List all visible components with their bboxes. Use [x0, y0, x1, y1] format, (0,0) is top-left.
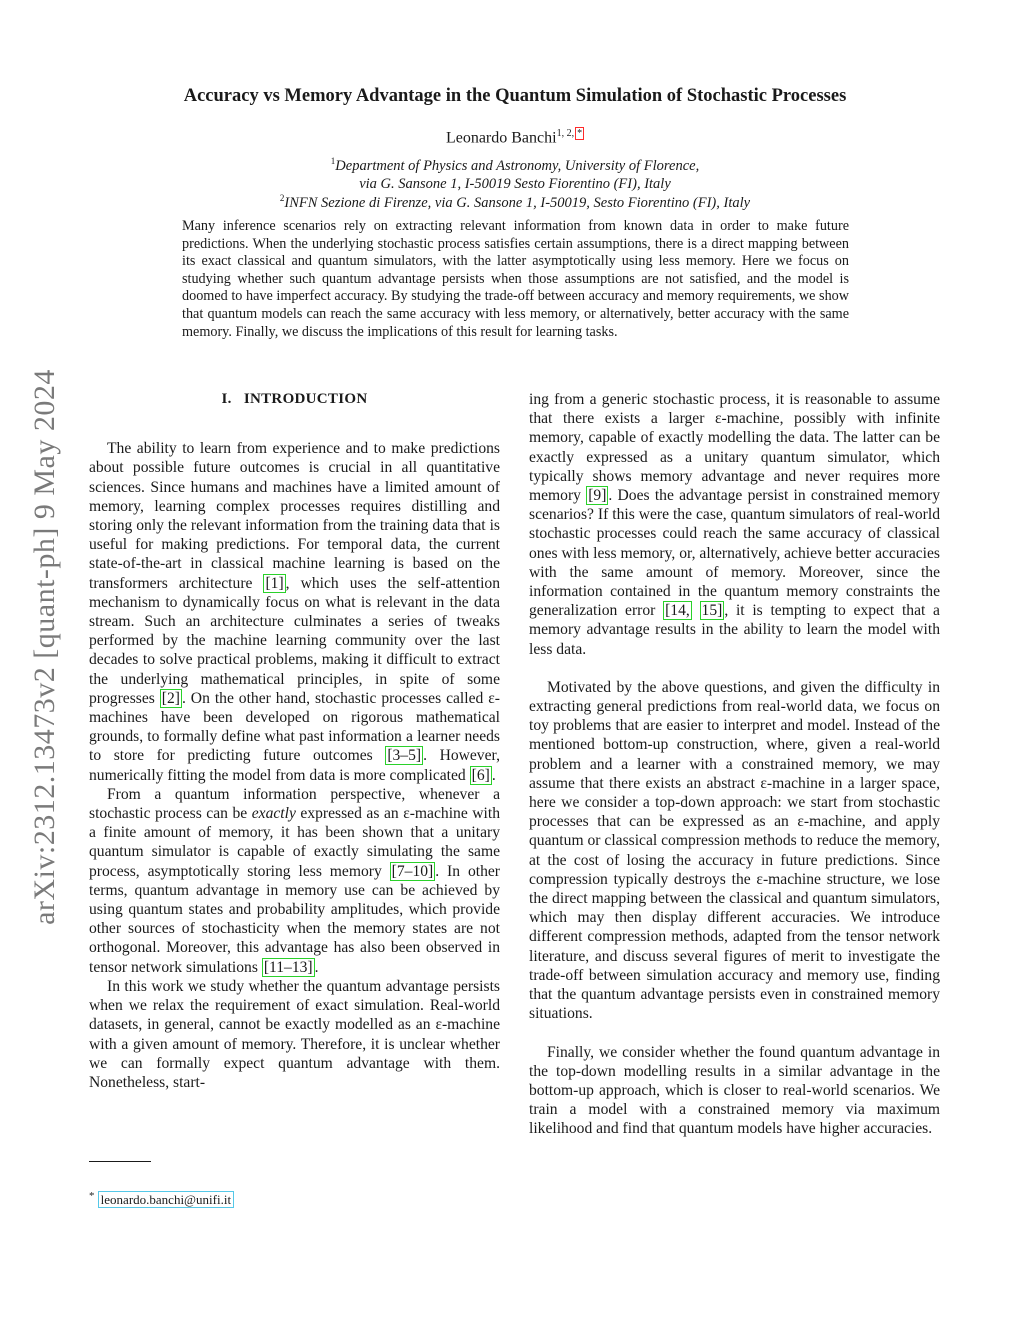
intro-paragraph-5: Finally, we consider whether the found quantum advantage in the top-down modelling results in a similar advantage in the bottom-up approach, which is closer to real-world scenarios. We train a model with a constrained memory via maximum likelihood and find that quantum models have higher accuracies. [529, 1043, 940, 1138]
citation-link[interactable]: 15] [701, 602, 723, 620]
text-run: expressed as an ε-machine with a finite amount of memory, it has been shown that a unitary quantum simulator is capable of exactly simulating the same process, asymptotically storing less memory [89, 805, 501, 880]
text-run: . On the other hand, stochastic processes called ε-machines have been developed on rigorous mathematical grounds, to formally define what past information a learner needs to store for predicting future outcomes [89, 689, 500, 765]
citation-link[interactable]: [3–5] [387, 747, 422, 765]
text-run: From a quantum information perspective, whenever a stochastic process can be [89, 785, 500, 823]
affiliation-1-line1: Department of Physics and Astronomy, University of Florence, [335, 157, 700, 174]
section-number: I. [221, 391, 232, 407]
citation-link[interactable]: [9] [588, 487, 607, 505]
citation-link[interactable]: [7–10] [391, 862, 434, 880]
affiliation-2-line1: INFN Sezione di Firenze, via G. Sansone 1, I-50019, Sesto Fiorentino (FI), Italy [284, 194, 751, 211]
intro-paragraph-4: Motivated by the above questions, and given the difficulty in extracting general predictions from real-world data, we focus on toy problems that are easier to interpret and model. Instead of the mentioned bottom-up construction, where, given a real-world problem and a learner with a constrained memory, we may assume that there exists an abstract ε-machine in a larger space, here we consider a top-down approach: we start from stochastic processes that can be expressed as an ε-machine, and apply quantum or classical compression methods to reduce the memory, at the cost of losing the accuracy in future predictions. Since compression typically destroys the ε-machine structure, we lose the direct mapping between the classical and quantum simulators, which may then display different accuracies. We introduce different compression methods, adapted from the tensor network literature, and discuss several figures of merit to investigate the trade-off between simulation accuracy and memory use, finding that the quantum advantage persists even in constrained memory situations. [529, 678, 940, 1023]
author-footnote-link[interactable]: * [577, 128, 583, 139]
text-run: . Does the advantage persist in constrained memory scenarios? If this were the case, quantum simulators of real-world stochastic processes could reach the same accuracy of classical ones with less memory, or, alternatively, achieve better accuracies with the same amount of memory. Moreover, since the information contained in the quantum memory constraints the generalization error [529, 487, 940, 620]
paper-title: Accuracy vs Memory Advantage in the Quantum Simulation of Stochastic Processes [183, 86, 847, 106]
abstract: Many inference scenarios rely on extracting relevant information from known data in order to make future predictions. When the underlying stochastic process satisfies certain assumptions, there is a direct mapping between its exact classical and quantum simulators, with the latter asymptotically using less memory. Here we focus on studying whether such quantum advantage persists when those assumptions are not satisfied, and the model is doomed to have imperfect accuracy. By studying the trade-off between accuracy and memory requirements, we show that quantum models can reach the same accuracy with less memory, or alternatively, better accuracy with the same memory. Finally, we discuss the implications of this result for learning tasks. [182, 218, 849, 340]
citation-link[interactable]: [1] [265, 574, 284, 592]
section-title: INTRODUCTION [243, 391, 368, 407]
affiliation-1 [80, 152, 950, 194]
right-column [529, 390, 940, 1139]
arxiv-identifier-stamp [30, 342, 60, 952]
text-run: , which uses the self-attention mechanism to dynamically focus on what is relevant in the data stream. Such an architecture culminates a series of tweaks performed by the machine learning community over the last decades to solve practical problems, making it difficult to extract the underlying mathematical principles, in spite of some progresses [89, 574, 500, 707]
affiliation-1-mark: 1 [330, 156, 336, 166]
text-run: ing from a generic stochastic process, it is reasonable to assume that there exists a larger ε-machine, possibly with infinite memory, capable of exactly modelling the data. The latter can be exactly expressed as a unitary quantum simulator, which typically shows memory advantage and never requires more memory [529, 391, 940, 505]
text-run: The ability to learn from experience and to make predictions about possible future outcomes is crucial in all quantitative sciences. Since humans and machines have a limited amount of memory, learning complex processes requires distilling and storing only the relevant information from the training data that is useful for making predictions. For temporal data, the current state-of-the-art in classical machine learning is based on the transformers architecture [89, 440, 500, 592]
emphasis-exactly: exactly [251, 805, 296, 823]
footnote [89, 1190, 234, 1208]
intro-paragraph-3: In this work we study whether the quantum advantage persists when we relax the requirement of exact simulation. Real-world datasets, in general, cannot be exactly modelled as an ε-machine with a given amount of memory. Therefore, it is unclear whether we can formally expect quantum advantage with them. Nonetheless, start- [89, 977, 500, 1091]
citation-link[interactable]: [14, [665, 602, 690, 620]
citation-link[interactable]: [6] [471, 766, 490, 784]
author-line [80, 128, 950, 147]
affiliation-2-mark: 2 [279, 193, 285, 203]
author-name: Leonardo Banchi [445, 129, 557, 147]
footnote-mark: * [89, 1190, 95, 1202]
arxiv-identifier-text: arXiv:2312.13473v2 [quant-ph] 9 May 2024 [28, 369, 61, 925]
intro-paragraph-3-continued [529, 390, 940, 659]
author-email-link[interactable]: leonardo.banchi@unifi.it [98, 1191, 234, 1208]
citation-link[interactable]: [2] [161, 689, 180, 707]
intro-paragraph-1 [89, 439, 500, 785]
left-column [89, 390, 500, 1092]
text-run: . However, numerically fitting the model from data is more complicated [89, 747, 500, 784]
intro-paragraph-2 [89, 785, 500, 977]
affiliation-1-line2: via G. Sansone 1, I-50019 Sesto Fiorentino (FI), Italy [359, 176, 671, 193]
text-run: . In other terms, quantum advantage in memory use can be achieved by using quantum states and probability amplitudes, which provide other sources of stochasticity when the memory states are not orthogonal. Moreover, this advantage has also been observed in tensor network simulations [89, 862, 500, 976]
text-run: . [491, 766, 496, 784]
section-heading [89, 390, 500, 409]
text-run: , it is tempting to expect that a memory advantage results in the ability to learn the model with less data. [529, 602, 940, 658]
text-run: . [314, 958, 319, 976]
citation-link[interactable]: [11–13] [263, 958, 313, 976]
affiliation-2 [80, 189, 950, 212]
footnote-rule [89, 1161, 151, 1162]
author-affiliation-marks: 1, 2, [556, 128, 575, 139]
